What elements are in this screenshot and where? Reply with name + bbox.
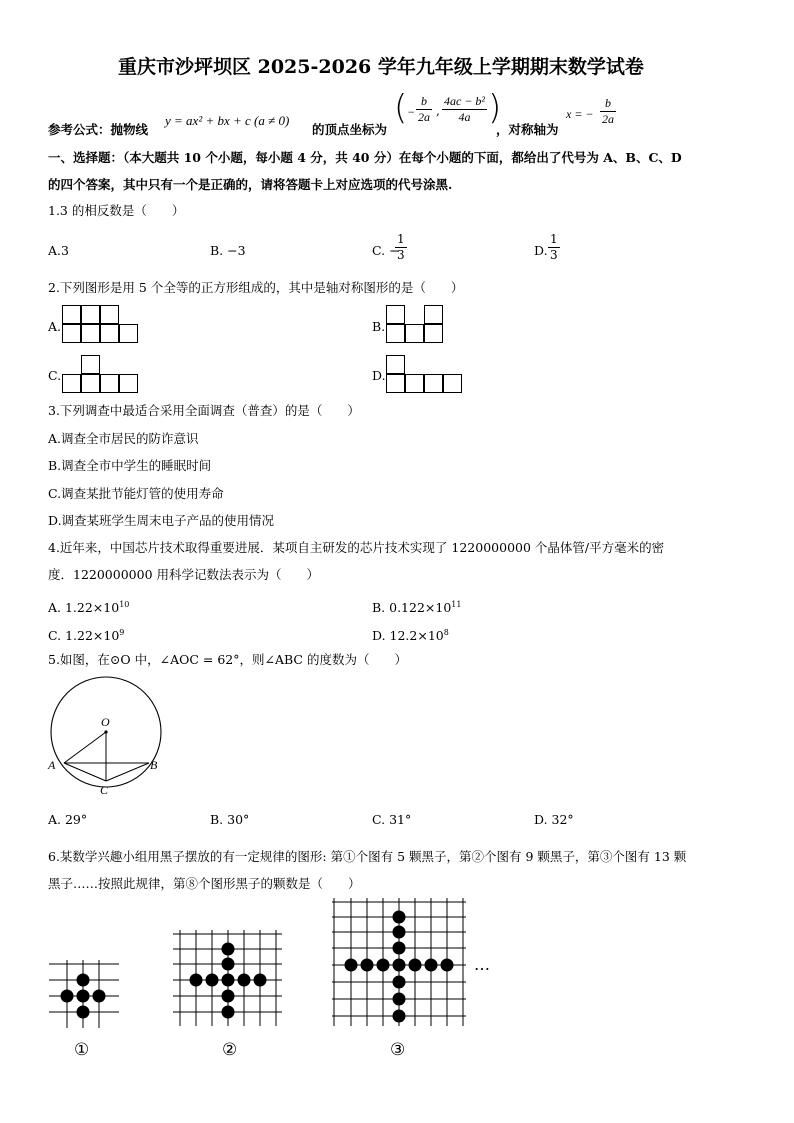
q3-option-c: C.调查某批节能灯管的使用寿命 <box>48 486 224 501</box>
q1-d-num: 1 <box>550 232 558 246</box>
q4-c-base: C. 1.22×10 <box>48 628 120 644</box>
q1-option-d-fraction <box>548 232 560 263</box>
formula-vertex-text: 的顶点坐标为 <box>312 122 388 137</box>
axis-den: 2a <box>602 112 614 126</box>
formula-axis-text: ，对称轴为 <box>496 122 559 137</box>
q4-option-c <box>48 625 124 644</box>
axis-num: b <box>600 96 616 112</box>
q6-stem-line2: 黑子……按照此规律，第⑧个图形黑子的颗数是（ ） <box>48 876 361 891</box>
q6-ellipsis: … <box>474 955 490 974</box>
section-header-line2: 的四个答案，其中只有一个是正确的，请将答题卡上对应选项的代号涂黑. <box>48 177 453 192</box>
q3-option-b: B.调查全市中学生的睡眠时间 <box>48 458 212 473</box>
q1-option-a: A.3 <box>48 243 69 258</box>
q5-option-c: C. 31° <box>372 812 412 827</box>
formula-axis-eq: x = − <box>566 107 594 121</box>
section-header-line1: 一、选择题：（本大题共 10 个小题，每小题 4 分，共 40 分）在每个小题的下面，都给出了代号为 A、B、C、D <box>48 150 682 165</box>
label-o: O <box>101 715 110 729</box>
segment-ac <box>64 763 106 781</box>
segment-bc <box>106 763 149 781</box>
q6-fig3-label: ③ <box>390 1040 406 1060</box>
q1-stem: 1.3 的相反数是（ ） <box>48 203 185 218</box>
q1-option-c-fraction <box>395 232 407 263</box>
q4-option-d <box>372 625 449 644</box>
q2-stem: 2.下列图形是用 5 个全等的正方形组成的，其中是轴对称图形的是（ ） <box>48 280 464 295</box>
formula-equation: y = ax² + bx + c (a ≠ 0) <box>165 113 290 128</box>
q5-option-b: B. 30° <box>210 812 250 827</box>
q1-option-b: B. −3 <box>210 243 246 258</box>
segment-oa <box>64 732 106 763</box>
q2-option-c: C. <box>48 368 62 383</box>
q2-option-a: A. <box>48 319 62 334</box>
q1-option-d: D. <box>534 243 548 258</box>
axis-fraction <box>600 96 616 127</box>
q3-option-d: D.调查某班学生周末电子产品的使用情况 <box>48 513 275 528</box>
q4-b-base: B. 0.122×10 <box>372 600 452 616</box>
formula-label <box>48 122 148 138</box>
q4-d-base: D. 12.2×10 <box>372 628 444 644</box>
q4-stem-line1: 4.近年来，中国芯片技术取得重要进展．某项自主研发的芯片技术实现了 1220000000 个晶体管/平方毫米的密 <box>48 540 665 555</box>
q5-option-a: A. 29° <box>48 812 88 827</box>
q1-d-den: 3 <box>550 248 558 262</box>
q4-stem-line2: 度．1220000000 用科学记数法表示为（ ） <box>48 567 320 582</box>
q4-option-b <box>372 597 461 616</box>
vertex-y-num: 4ac − b² <box>444 94 486 108</box>
vertex-y-den: 4a <box>458 110 471 124</box>
q4-d-exp: 8 <box>443 628 449 637</box>
center-dot <box>104 730 107 733</box>
q4-option-a <box>48 597 129 616</box>
q6-figure-1 <box>45 958 123 1030</box>
formula-label-text: 参考公式： <box>48 122 111 137</box>
q4-a-exp: 10 <box>119 600 130 609</box>
page-title: 重庆市沙坪坝区 2025-2026 学年九年级上学期期末数学试卷 <box>118 56 644 78</box>
q6-fig1-label: ① <box>74 1040 90 1060</box>
formula-parabola-text: 抛物线 <box>110 122 149 137</box>
label-a: A <box>48 758 56 772</box>
q6-fig2-label: ② <box>222 1040 238 1060</box>
q1-c-den: 3 <box>397 248 405 262</box>
q5-option-d: D. 32° <box>534 812 574 827</box>
q2-option-d: D. <box>372 368 386 383</box>
q4-a-base: A. 1.22×10 <box>48 600 120 616</box>
vertex-x-fraction <box>416 94 432 125</box>
q6-figure-3 <box>330 898 470 1030</box>
q5-stem: 5.如图，在⊙O 中，∠AOC = 62°，则∠ABC 的度数为（ ） <box>48 652 407 667</box>
vertex-x-den: 2a <box>418 110 430 124</box>
vertex-minus: − <box>407 105 416 119</box>
q1-c-num: 1 <box>397 232 405 246</box>
vertex-y-fraction <box>442 94 487 125</box>
q4-b-exp: 11 <box>451 600 462 609</box>
q3-option-a: A.调查全市居民的防诈意识 <box>48 431 199 446</box>
q6-figure-2 <box>170 930 286 1030</box>
q6-stem-line1: 6.某数学兴趣小组用黑子摆放的有一定规律的图形: 第①个图有 5 颗黑子，第②个图有 9 颗黑子，第③个图有 13 颗 <box>48 849 687 864</box>
q5-circle-figure <box>44 676 174 801</box>
label-b: B <box>150 758 158 772</box>
label-c: C <box>100 783 109 797</box>
q4-c-exp: 9 <box>119 628 125 637</box>
vertex-x-num: b <box>416 94 432 110</box>
q2-option-b: B. <box>372 319 386 334</box>
q3-stem: 3.下列调查中最适合采用全面调查（普查）的是（ ） <box>48 403 360 418</box>
q1-option-c: C. − <box>372 243 400 258</box>
